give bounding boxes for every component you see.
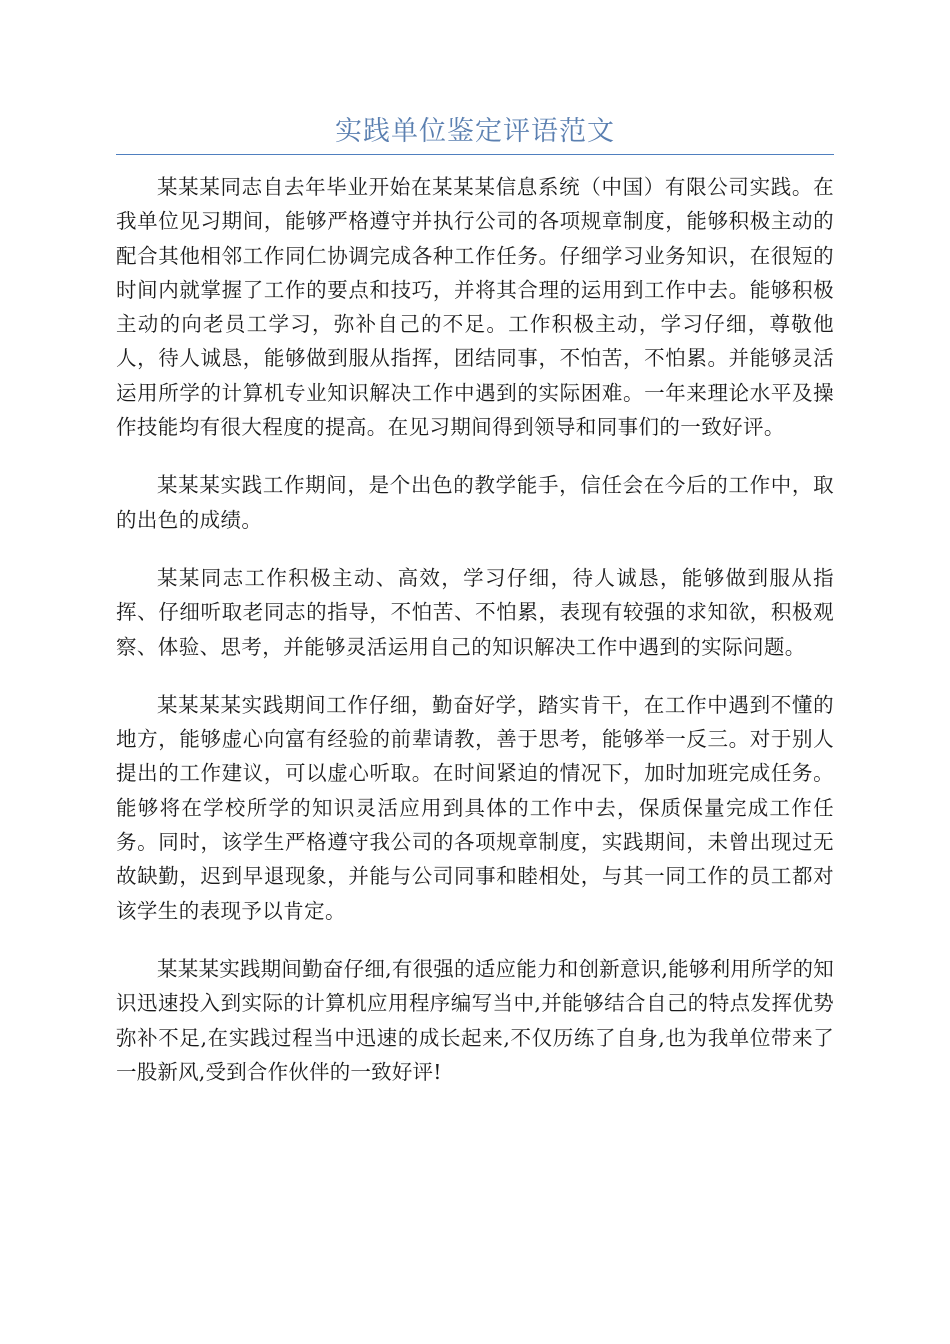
- paragraph-3: 某某同志工作积极主动、高效，学习仔细，待人诚恳，能够做到服从指挥、仔细听取老同志的指导，不怕苦、不怕累，表现有较强的求知欲，积极观察、体验、思考，并能够灵活运用自己的知识解决工作中遇到的实际问题。: [116, 565, 834, 659]
- document-body: [116, 170, 834, 1113]
- page-title: 实践单位鉴定评语范文: [335, 116, 615, 147]
- paragraph-4: 某某某某实践期间工作仔细，勤奋好学，踏实肯干，在工作中遇到不懂的地方，能够虚心向富有经验的前辈请教，善于思考，能够举一反三。对于别人提出的工作建议，可以虚心听取。在时间紧迫的情况下，加时加班完成任务。能够将在学校所学的知识灵活应用到具体的工作中去，保质保量完成工作任务。同时，该学生严格遵守我公司的各项规章制度，实践期间，未曾出现过无故缺勤，迟到早退现象，并能与公司同事和睦相处，与其一同工作的员工都对该学生的表现予以肯定。: [116, 692, 834, 923]
- paragraph-1: 某某某同志自去年毕业开始在某某某信息系统（中国）有限公司实践。在我单位见习期间，能够严格遵守并执行公司的各项规章制度，能够积极主动的配合其他相邻工作同仁协调完成各种工作任务。仔细学习业务知识，在很短的时间内就掌握了工作的要点和技巧，并将其合理的运用到工作中去。能够积极主动的向老员工学习，弥补自己的不足。工作积极主动，学习仔细，尊敬他人，待人诚恳，能够做到服从指挥，团结同事，不怕苦，不怕累。并能够灵活运用所学的计算机专业知识解决工作中遇到的实际困难。一年来理论水平及操作技能均有很大程度的提高。在见习期间得到领导和同事们的一致好评。: [116, 175, 834, 440]
- paragraph-2: 某某某实践工作期间，是个出色的教学能手，信任会在今后的工作中，取的出色的成绩。: [116, 473, 834, 532]
- paragraph-5: 某某某实践期间勤奋仔细,有很强的适应能力和创新意识,能够利用所学的知识迅速投入到实际的计算机应用程序编写当中,并能够结合自己的特点发挥优势弥补不足,在实践过程当中迅速的成长起来,不仅历练了自身,也为我单位带来了一股新风,受到合作伙伴的一致好评!: [116, 956, 834, 1084]
- title-underline: [116, 154, 834, 155]
